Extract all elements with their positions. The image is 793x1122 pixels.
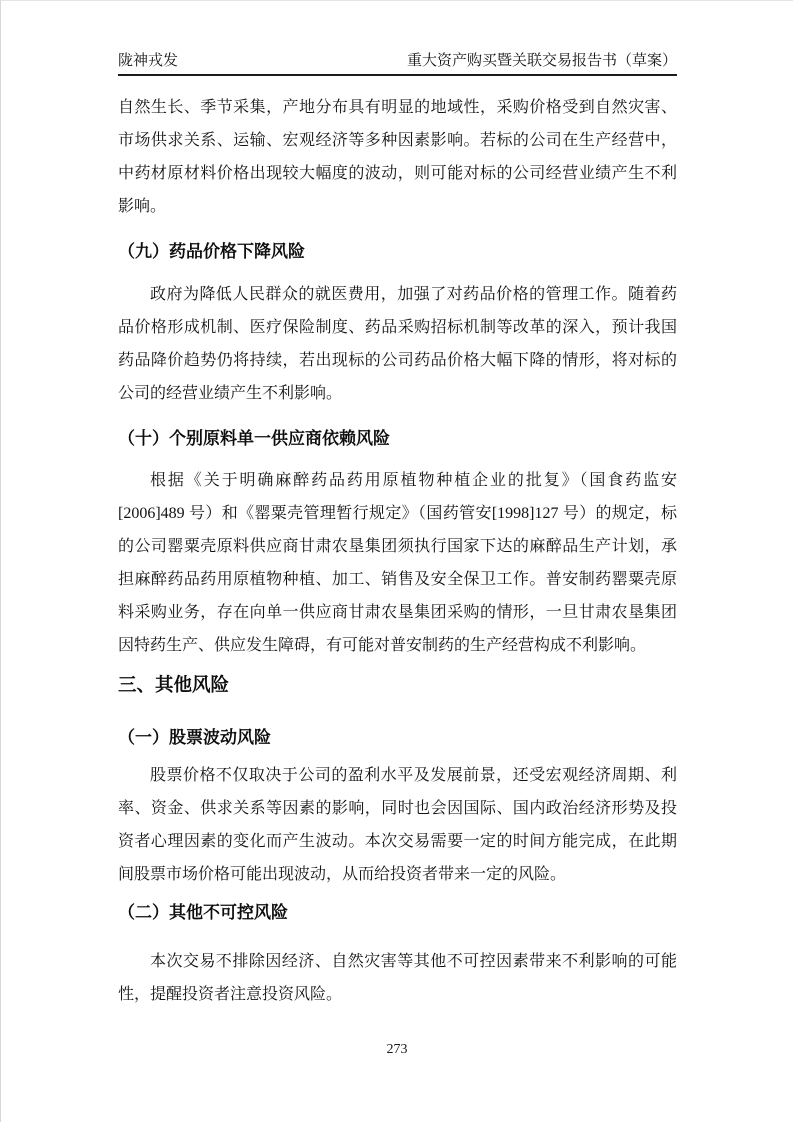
paragraph-section-3-1: 股票价格不仅取决于公司的盈利水平及发展前景，还受宏观经济周期、利率、资金、供求关系等因素的影响，同时也会因国际、国内政治经济形势及投资者心理因素的变化而产生波动。本次交易需要一定的时间方能完成，在此期间股票市场价格可能出现波动，从而给投资者带来一定的风险。 bbox=[118, 767, 677, 883]
page-number: 273 bbox=[386, 1042, 408, 1057]
paragraph-section-9: 政府为降低人民群众的就医费用，加强了对药品价格的管理工作。随着药品价格形成机制、医疗保险制度、药品采购招标机制等改革的深入，预计我国药品降价趋势仍将持续，若出现标的公司药品价格大幅下降的情形，将对标的公司的经营业绩产生不利影响。 bbox=[118, 286, 677, 402]
heading-section-9-drug-price-decline-risk: （九）药品价格下降风险 bbox=[118, 242, 305, 261]
paragraph-raw-material-risk-continued: 自然生长、季节采集，产地分布具有明显的地域性，采购价格受到自然灾害、市场供求关系、运输、宏观经济等多种因素影响。若标的公司在生产经营中，中药材原材料价格出现较大幅度的波动，则可能对标的公司经营业绩产生不利影响。 bbox=[118, 99, 677, 215]
page-content bbox=[1, 52, 793, 1011]
paragraph-section-3-2: 本次交易不排除因经济、自然灾害等其他不可控因素带来不利影响的可能性，提醒投资者注意投资风险。 bbox=[118, 953, 677, 1003]
header-report-title: 重大资产购买暨关联交易报告书（草案） bbox=[406, 53, 677, 69]
page-header bbox=[118, 52, 677, 76]
heading-section-10-single-supplier-dependence-risk: （十）个别原料单一供应商依赖风险 bbox=[118, 429, 390, 448]
heading-chapter-3-other-risks: 三、其他风险 bbox=[118, 674, 230, 695]
heading-section-3-1-stock-volatility-risk: （一）股票波动风险 bbox=[118, 728, 271, 747]
header-company-name: 陇神戎发 bbox=[118, 53, 179, 69]
paragraph-section-10: 根据《关于明确麻醉药品药用原植物种植企业的批复》（国食药监安[2006]489 号）和《罂粟壳管理暂行规定》（国药管安[1998]127 号）的规定，标的公司罂粟壳原料供应商甘肃农垦集团须执行国家下达的麻醉品生产计划，承担麻醉药品药用原植物种植、加工、销售及安全保卫工作。普安制药罂粟壳原料采购业务，存在向单一供应商甘肃农垦集团采购的情形，一旦甘肃农垦集团因特药生产、供应发生障碍，有可能对普安制药的生产经营构成不利影响。 bbox=[118, 472, 677, 654]
heading-section-3-2-other-uncontrollable-risk: （二）其他不可控风险 bbox=[118, 903, 288, 922]
